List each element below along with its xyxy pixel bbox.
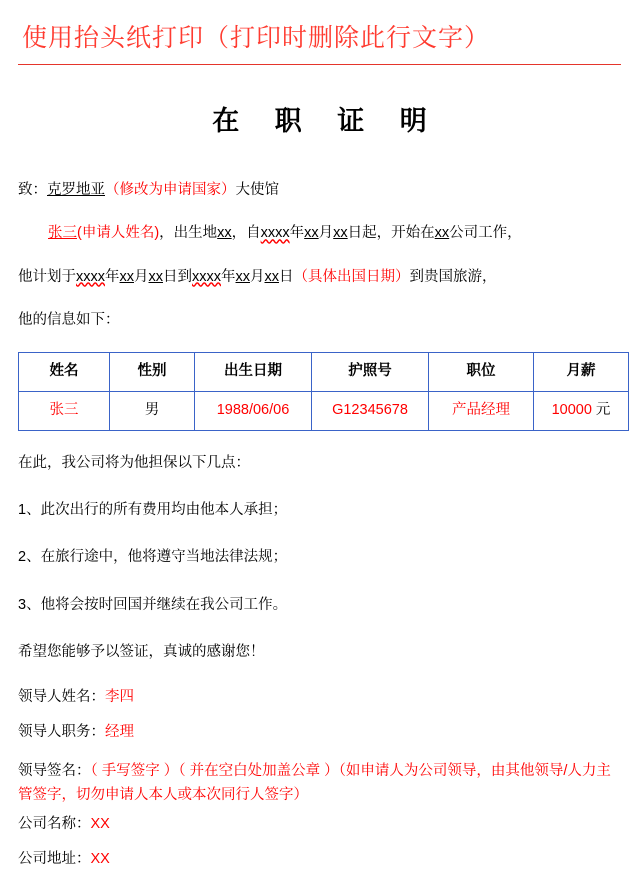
- depart-month: xx: [119, 268, 134, 285]
- guarantee-item-2: 2、在旅行途中，他将遵守当地法律法规；: [18, 549, 288, 566]
- leader-sign-value-1: （ 手写签字 ）: [90, 762, 179, 779]
- p2-u6: 日: [279, 268, 294, 285]
- company-name-line: [18, 812, 621, 837]
- print-note: 使用抬头纸打印（打印时删除此行文字）: [22, 24, 491, 52]
- salary-unit: 元: [595, 401, 611, 418]
- company-addr-value: XX: [90, 850, 110, 867]
- paragraph-info-lead: 他的信息如下：: [18, 312, 120, 329]
- salutation-country-hint: （修改为申请国家）: [105, 182, 236, 198]
- leader-name-value: 李四: [105, 689, 134, 706]
- table-row: [19, 391, 629, 430]
- company-address-line: [18, 847, 621, 872]
- th-birthdate: 出生日期: [195, 352, 312, 391]
- td-passport: G12345678: [312, 391, 429, 430]
- start-month: xx: [304, 225, 319, 242]
- p2-u5: 月: [250, 268, 265, 285]
- guarantee-item-1: 1、此次出行的所有费用均由他本人承担；: [18, 501, 288, 518]
- depart-day: xx: [148, 268, 163, 285]
- td-salary: [534, 391, 629, 430]
- page-title: 在 职 证 明: [212, 106, 441, 136]
- applicant-name: 张三: [48, 225, 77, 242]
- paragraph-travel-plan: [18, 265, 621, 290]
- salutation-country: 克罗地亚: [47, 182, 105, 198]
- td-name: 张三: [19, 391, 110, 430]
- th-position: 职位: [429, 352, 534, 391]
- company-name-value: XX: [90, 815, 110, 832]
- signoff-block: [18, 685, 621, 871]
- th-name: 姓名: [19, 352, 110, 391]
- closing-line: 希望您能够予以签证，真诚的感谢您！: [18, 644, 265, 660]
- applicant-name-hint: (申请人姓名): [77, 225, 160, 242]
- start-day: xx: [333, 225, 348, 242]
- p1-t2: ，自: [231, 225, 261, 242]
- company-addr-label: 公司地址：: [18, 850, 91, 867]
- salary-value: 10000: [551, 401, 592, 418]
- birthplace-value: xx: [217, 225, 232, 242]
- leader-sign-note: （如申请人为公司领导，由其他领导/人力主管签字，切勿申请人本人或本次同行人签字）: [18, 762, 611, 804]
- td-birthdate: 1988/06/06: [195, 391, 312, 430]
- guarantee-item-3: 3、他将会按时回国并继续在我公司工作。: [18, 596, 288, 613]
- p1-t1: ，出生地: [159, 225, 218, 242]
- leader-title-value: 经理: [105, 724, 134, 741]
- td-gender: 男: [110, 391, 195, 430]
- start-year: xxxx: [260, 225, 290, 242]
- applicant-info-table: [18, 352, 629, 431]
- return-day: xx: [264, 268, 279, 285]
- p1-t4: 月: [318, 225, 334, 242]
- p2-u3: 日到: [163, 268, 192, 285]
- salutation: [18, 178, 621, 203]
- th-gender: 性别: [110, 352, 195, 391]
- td-position: 产品经理: [429, 391, 534, 430]
- p2-u4: 年: [221, 268, 236, 285]
- p2-t0: 他计划于: [18, 268, 76, 285]
- th-passport: 护照号: [312, 352, 429, 391]
- p1-t5: 日起，开始在: [347, 225, 435, 242]
- guarantee-intro: 在此，我公司将为他担保以下几点：: [18, 454, 250, 471]
- depart-year: xxxx: [76, 268, 105, 285]
- travel-date-hint: （具体出国日期）: [293, 268, 410, 285]
- p2-u2: 月: [134, 268, 149, 285]
- p2-end: 到贵国旅游，: [409, 268, 497, 285]
- th-salary: 月薪: [534, 352, 629, 391]
- company-name-label: 公司名称：: [18, 815, 91, 832]
- paragraph-employment: [18, 221, 621, 246]
- leader-name-line: [18, 685, 621, 710]
- leader-sign-label: 领导签名：: [18, 762, 91, 779]
- return-year: xxxx: [192, 268, 221, 285]
- leader-title-label: 领导人职务：: [18, 724, 105, 741]
- leader-sign-value-2: （ 并在空白处加盖公章 ）: [178, 762, 339, 779]
- p1-t6: 公司工作，: [449, 225, 522, 242]
- salutation-prefix: 致：: [18, 182, 47, 198]
- salutation-suffix: 大使馆: [235, 182, 279, 198]
- p2-u1: 年: [105, 268, 120, 285]
- p1-t3: 年: [289, 225, 305, 242]
- leader-name-label: 领导人姓名：: [18, 689, 105, 706]
- document-body: [18, 178, 621, 871]
- table-header-row: [19, 352, 629, 391]
- leader-signature-line: [18, 759, 621, 808]
- leader-title-line: [18, 720, 621, 745]
- company-placeholder: xx: [434, 225, 450, 242]
- header-divider: [18, 64, 621, 65]
- return-month: xx: [235, 268, 250, 285]
